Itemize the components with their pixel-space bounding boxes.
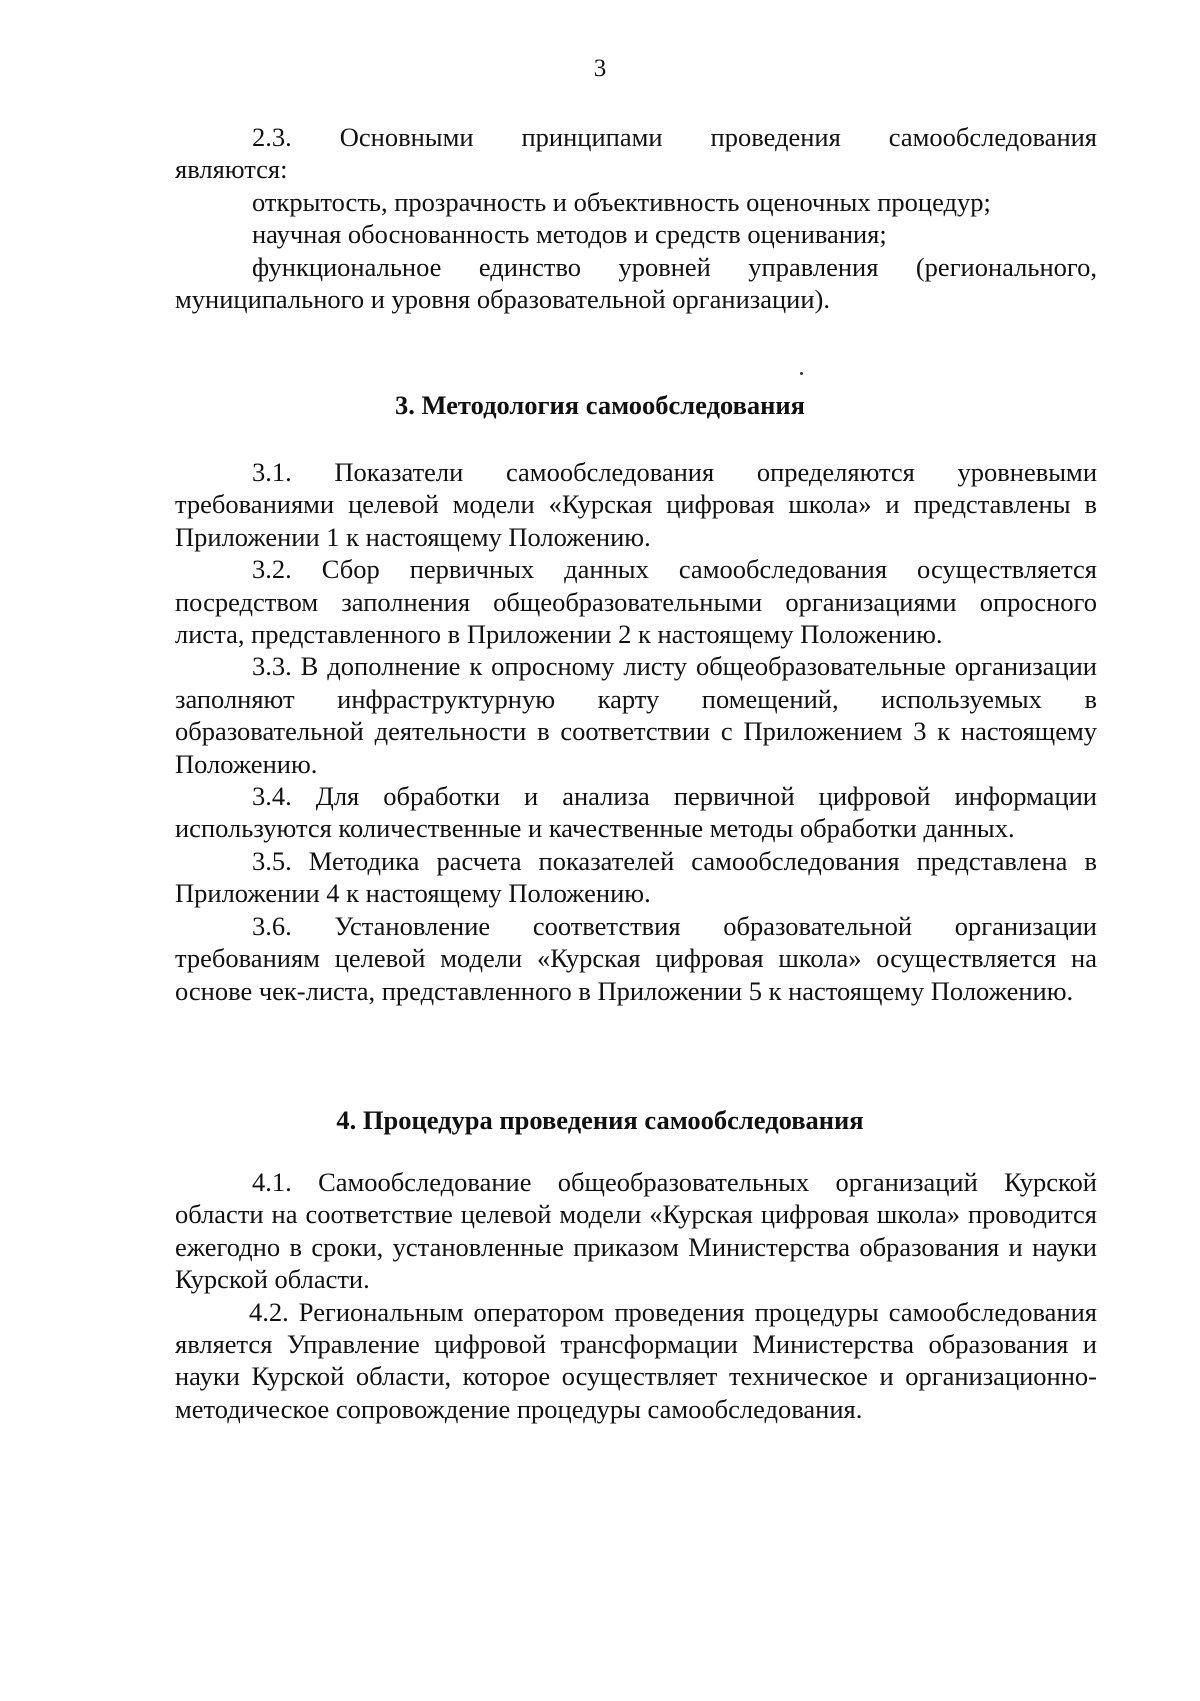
paragraph-3-1: 3.1. Показатели самообследования определяются уровневыми требованиями целевой модели «Курская цифровая школа» и представлены в Приложении 1 к настоящему Положению. <box>175 457 1097 552</box>
paragraph-3-4: 3.4. Для обработки и анализа первичной цифровой информации используются количественные и качественные методы обработки данных. <box>175 781 1097 844</box>
section-3-body <box>175 456 1097 1007</box>
paragraph-3-5: 3.5. Методика расчета показателей самообследования представлена в Приложении 4 к настоящему Положению. <box>175 845 1097 909</box>
principle-item: открытость, прозрачность и объективность оценочных процедур; <box>252 186 991 217</box>
paragraph-4-1: 4.1. Самообследование общеобразовательных организаций Курской области на соответствие целевой модели «Курская цифровая школа» проводится ежегодно в сроки, установленные приказом Министерства образования и науки Курской области. <box>175 1167 1097 1295</box>
section-2-continuation <box>175 121 1097 315</box>
paragraph-3-2: 3.2. Сбор первичных данных самообследования осуществляется посредством заполнения общеобразовательными организациями опросного листа, представленного в Приложении 2 к настоящему Положению. <box>175 554 1097 650</box>
word: самообследования <box>888 122 1097 152</box>
word: 2.3. <box>252 122 292 152</box>
word: Основными <box>339 122 474 152</box>
section-4-body <box>175 1166 1097 1425</box>
paragraph-3-6: 3.6. Установление соответствия образовательной организации требованиям целевой модели «Курская цифровая школа» осуществляется на основе чек-листа, представленного в Приложении 5 к настоящему Положению. <box>175 910 1097 1006</box>
word: принципами <box>521 122 663 152</box>
section-3-heading: 3. Методология самообследования <box>394 390 806 420</box>
page-number: 3 <box>593 55 607 82</box>
principle-item: функциональное единство уровней управления (регионального, муниципального и уровня образовательной организации). <box>175 251 1097 315</box>
paragraph-3-3: 3.3. В дополнение к опросному листу общеобразовательные организации заполняют инфраструктурную карту помещений, используемых в образовательной деятельности в соответствии с Приложением 3 к настоящему Положению. <box>175 651 1097 779</box>
section-4-heading: 4. Процедура проведения самообследования <box>336 1105 864 1135</box>
scan-speck <box>800 372 803 375</box>
principle-item: научная обоснованность методов и средств оценивания; <box>252 219 887 250</box>
word: проведения <box>710 122 841 152</box>
paragraph-4-2: 4.2. Региональным оператором проведения процедуры самообследования является Управление цифровой трансформации Министерства образования и науки Курской области, которое осуществляет техническое и организационно-методическое сопровождение процедуры самообследования. <box>175 1296 1097 1424</box>
paragraph-2-3-second-line: являются: <box>175 154 288 185</box>
paragraph-2-3-first-line <box>175 121 1097 153</box>
